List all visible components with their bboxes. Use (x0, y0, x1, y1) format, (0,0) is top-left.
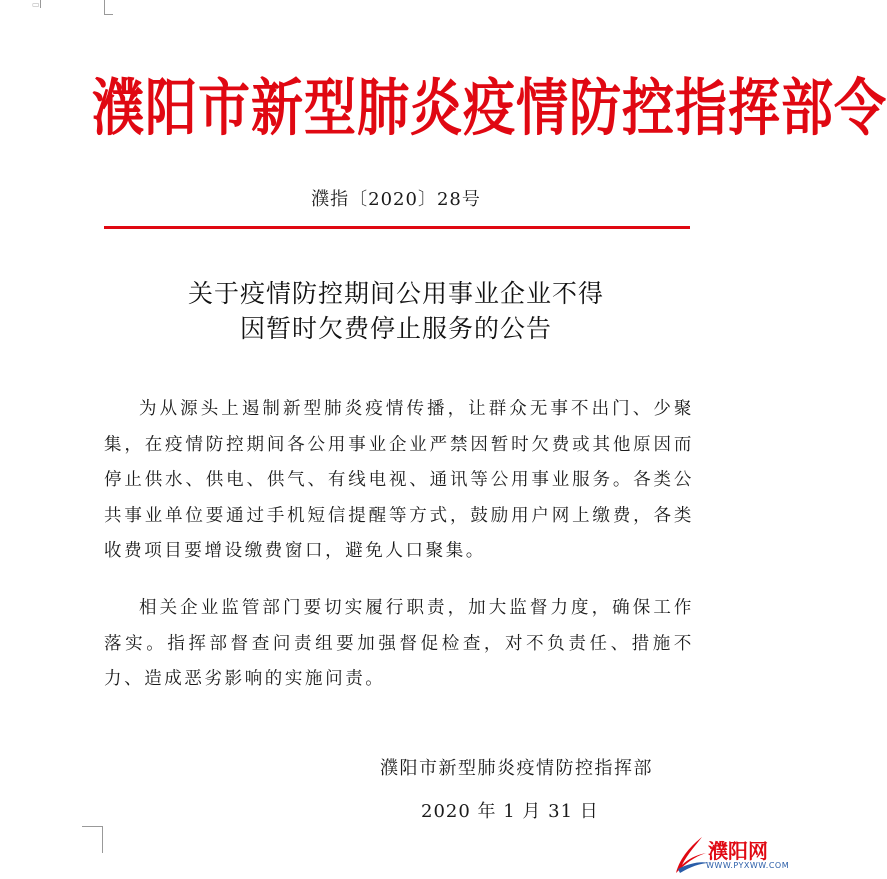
notice-title-line-1: 关于疫情防控期间公用事业企业不得 (187, 279, 604, 308)
site-watermark (672, 833, 790, 877)
crop-mark-bottom-left (82, 826, 103, 853)
red-divider-line (104, 226, 690, 229)
watermark-name: 濮阳网 (708, 839, 768, 863)
notice-title (0, 276, 792, 346)
document-number: 濮指〔2020〕28号 (311, 189, 481, 210)
file-icon: ▭ (32, 0, 40, 9)
watermark-swoosh-icon (672, 833, 712, 877)
crop-mark-top-left (40, 0, 41, 8)
notice-title-line-2: 因暂时欠费停止服务的公告 (239, 314, 552, 343)
crop-mark-top (104, 0, 113, 15)
document-header-title: 濮阳市新型肺炎疫情防控指挥部令 (92, 73, 887, 145)
issuer-signature: 濮阳市新型肺炎疫情防控指挥部 (380, 758, 653, 779)
watermark-url: WWW.PYXWW.COM (706, 861, 790, 870)
body-paragraph-1: 为从源头上遏制新型肺炎疫情传播，让群众无事不出门、少聚集，在疫情防控期间各公用事业企业严禁因暂时欠费或其他原因而停止供水、供电、供气、有线电视、通讯等公用事业服务。各类公共事业单位要通过手机短信提醒等方式，鼓励用户网上缴费，各类收费项目要增设缴费窗口，避免人口聚集。 (104, 399, 694, 561)
body-paragraph-2: 相关企业监管部门要切实履行职责，加大监督力度，确保工作落实。指挥部督查问责组要加强督促检查，对不负责任、措施不力、造成恶劣影响的实施问责。 (104, 598, 694, 689)
issue-date: 2020 年 1 月 31 日 (421, 801, 599, 822)
